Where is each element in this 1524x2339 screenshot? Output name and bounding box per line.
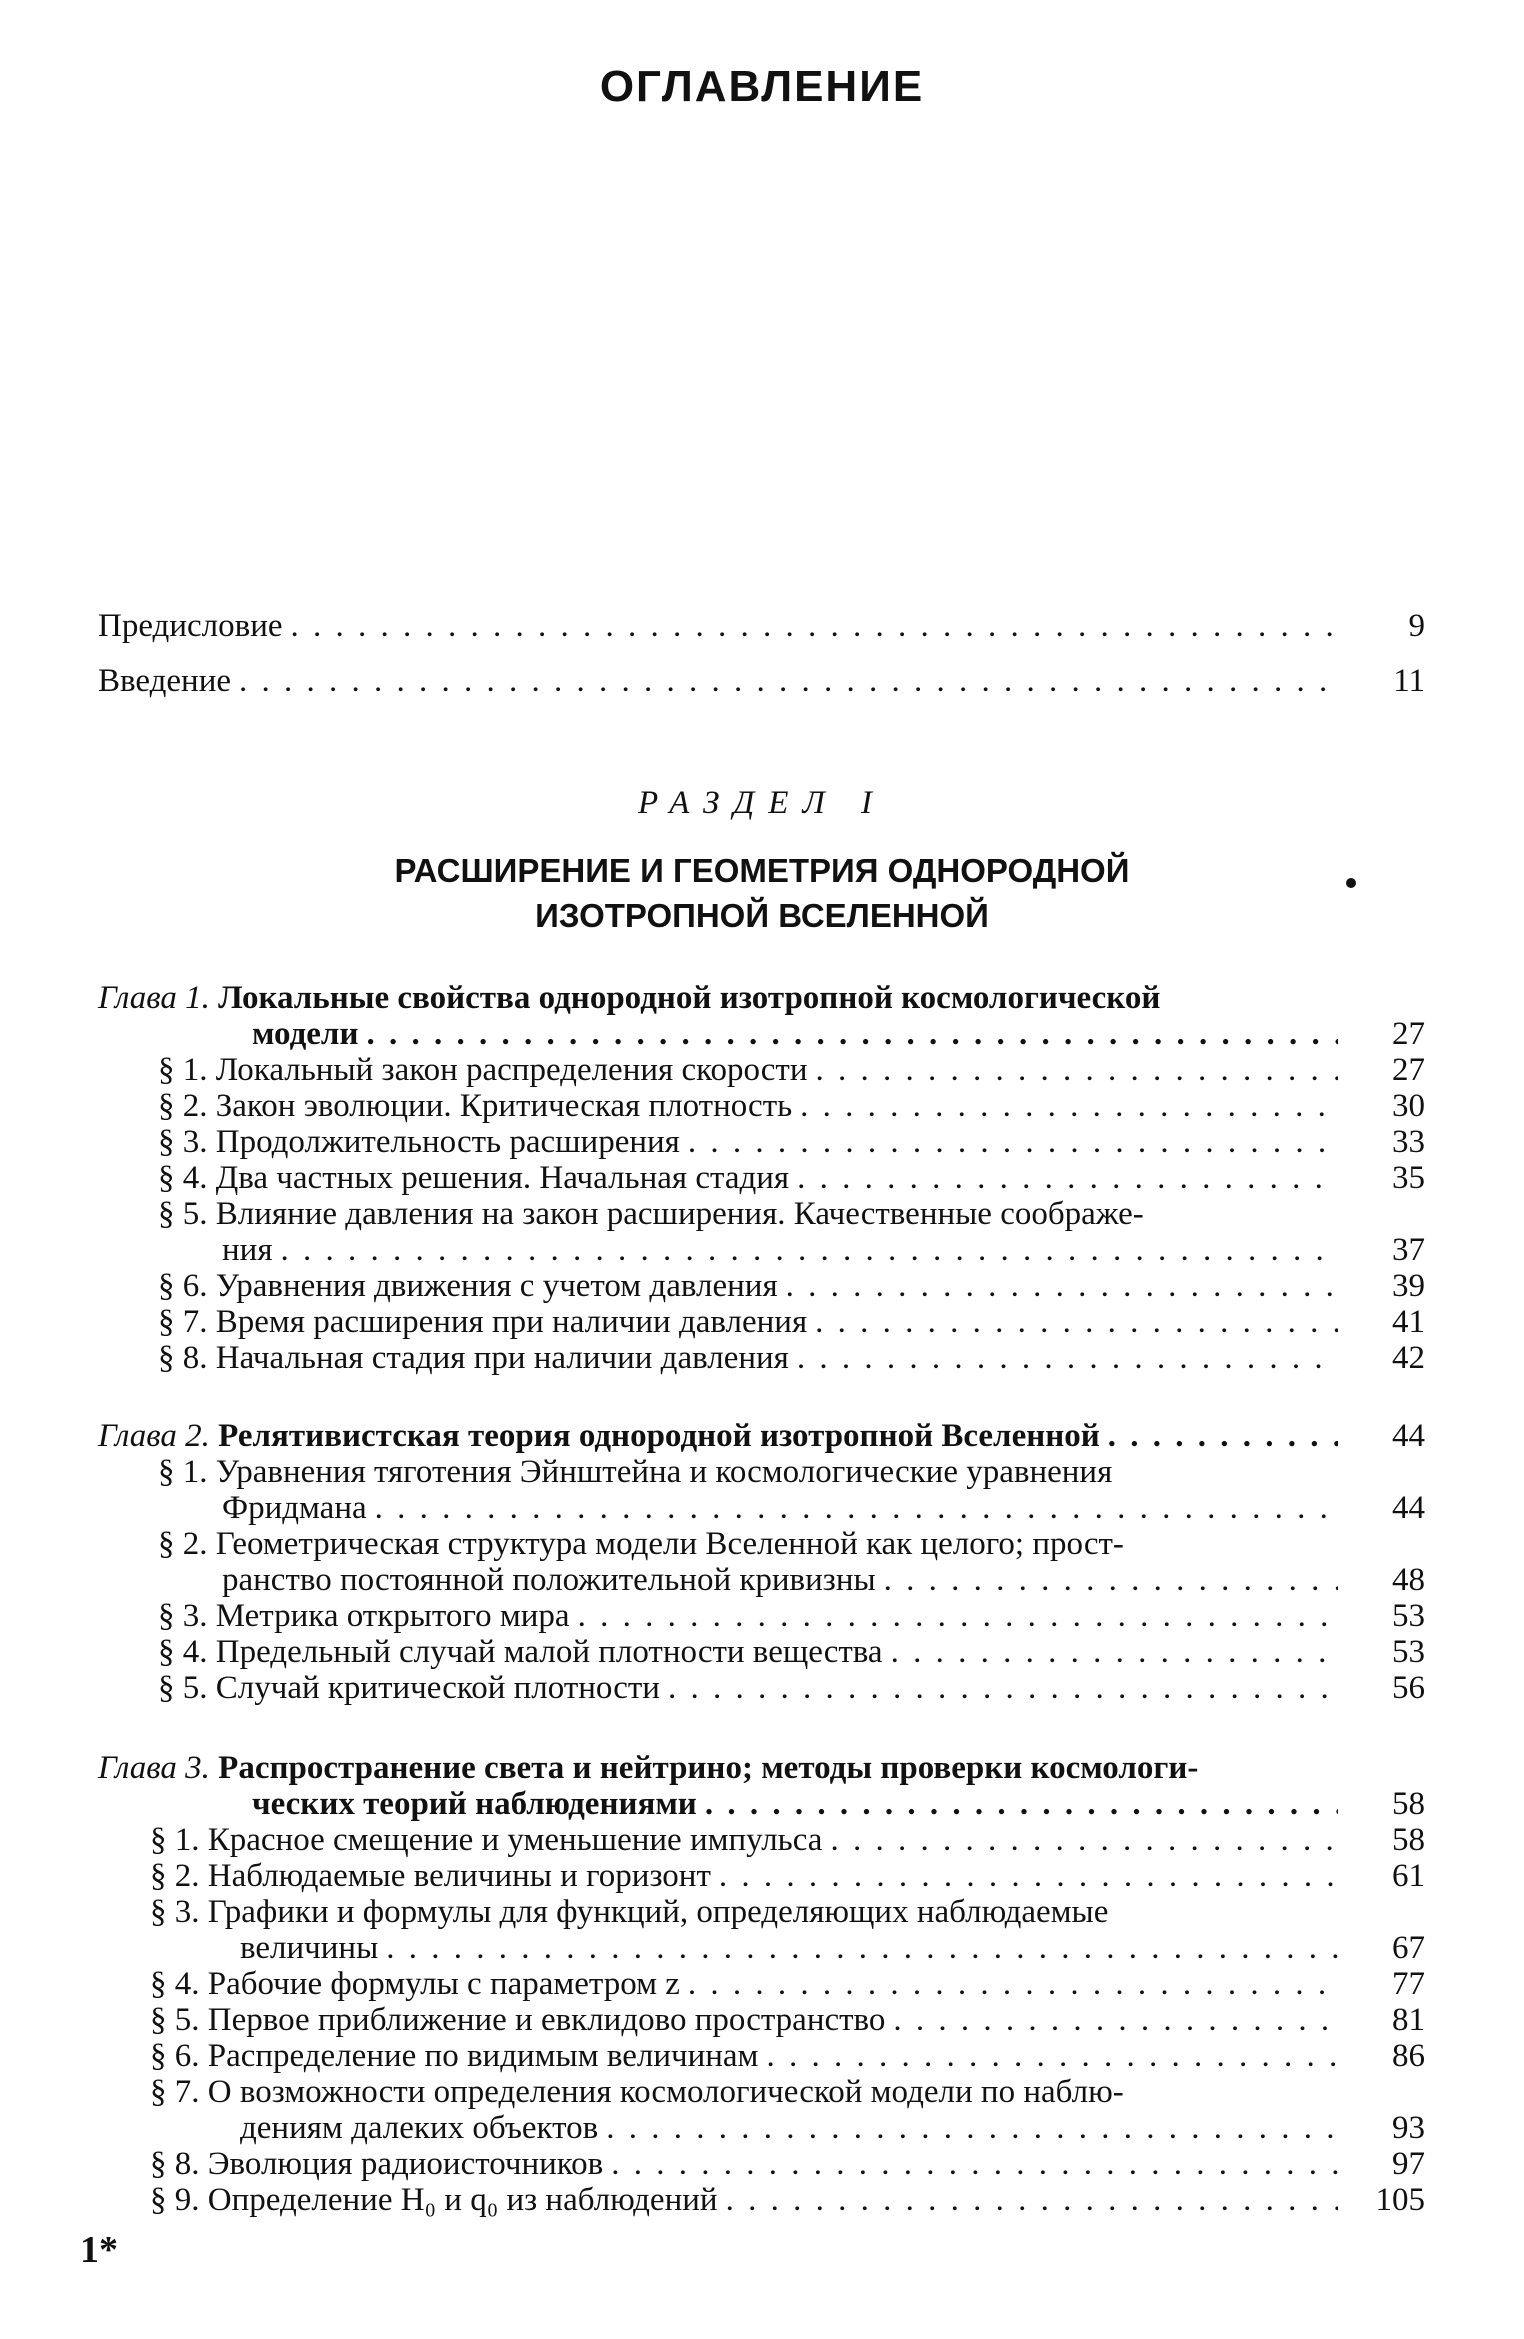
toc-page-number: 27 — [1392, 1052, 1425, 1088]
toc-page-number: 97 — [1392, 2146, 1425, 2182]
toc-item[interactable]: § 5. Первое приближение и евклидово пространство . . . — [150, 2002, 1338, 2038]
toc-page-number: 39 — [1392, 1268, 1425, 1304]
toc-item[interactable]: § 9. Определение H₀ и q₀ из наблюдений . . . — [150, 2182, 1338, 2218]
toc-page-number: 53 — [1392, 1634, 1425, 1670]
toc-item[interactable]: § 5. Случай критической плотности . . . — [158, 1670, 1338, 1706]
chapter-prefix: Глава 2. — [98, 1418, 210, 1454]
toc-page-number: 67 — [1392, 1930, 1425, 1966]
toc-page-number: 30 — [1392, 1088, 1425, 1124]
chapter-prefix: Глава 1. — [98, 980, 210, 1016]
toc-item[interactable]: § 3. Графики и формулы для функций, определяющих наблюдаемые — [150, 1894, 1109, 1930]
page-title: ОГЛАВЛЕНИЕ — [599, 62, 925, 111]
toc-page-number: 58 — [1392, 1786, 1425, 1822]
toc-item[interactable]: § 4. Предельный случай малой плотности вещества . . . — [158, 1634, 1338, 1670]
toc-item-cont[interactable]: дениям далеких объектов . . . — [240, 2110, 1338, 2146]
chapter-3-heading[interactable] — [98, 1750, 1198, 1786]
toc-item[interactable]: § 6. Распределение по видимым величинам . . . — [150, 2038, 1338, 2074]
toc-page-number: 11 — [1393, 663, 1425, 699]
section-title-line2: ИЗОТРОПНОЙ ВСЕЛЕННОЙ — [535, 897, 989, 934]
toc-page-number: 42 — [1392, 1340, 1425, 1376]
toc-item-cont[interactable]: величины . . . — [240, 1930, 1338, 1966]
toc-item[interactable]: § 3. Метрика открытого мира . . . — [158, 1598, 1338, 1634]
toc-page-number: 44 — [1392, 1418, 1425, 1454]
toc-item[interactable]: § 6. Уравнения движения с учетом давления . . . — [158, 1268, 1338, 1304]
toc-page-number: 37 — [1392, 1232, 1425, 1268]
toc-item[interactable]: § 1. Уравнения тяготения Эйнштейна и космологические уравнения — [158, 1454, 1113, 1490]
toc-page-number: 41 — [1392, 1304, 1425, 1340]
section-label: РАЗДЕЛ I — [637, 785, 887, 821]
toc-page-number: 53 — [1392, 1598, 1425, 1634]
toc-page-number: 77 — [1392, 1966, 1425, 2002]
toc-item[interactable]: § 2. Геометрическая структура модели Вселенной как целого; прост- — [158, 1526, 1124, 1562]
toc-page-number: 35 — [1392, 1160, 1425, 1196]
toc-page-number: 44 — [1392, 1490, 1425, 1526]
toc-page-number: 58 — [1392, 1822, 1425, 1858]
margin-dot — [1346, 878, 1356, 888]
toc-item[interactable]: § 3. Продолжительность расширения . . . — [158, 1124, 1338, 1160]
section-title-line1: РАСШИРЕНИЕ И ГЕОМЕТРИЯ ОДНОРОДНОЙ — [394, 852, 1130, 889]
chapter-title: Локальные свойства однородной изотропной космологической — [218, 980, 1161, 1016]
toc-item[interactable]: § 2. Наблюдаемые величины и горизонт . . . — [150, 1858, 1338, 1894]
signature-mark: 1* — [80, 2229, 118, 2271]
chapter-1-heading[interactable] — [98, 980, 1160, 1016]
toc-item[interactable]: § 8. Начальная стадия при наличии давления . . . — [158, 1340, 1338, 1376]
toc-page-number: 33 — [1392, 1124, 1425, 1160]
toc-item[interactable]: § 5. Влияние давления на закон расширения. Качественные соображе- — [158, 1196, 1144, 1232]
toc-page-number: 86 — [1392, 2038, 1425, 2074]
chapter-3-title-cont[interactable]: ческих теорий наблюдениями . . . — [252, 1786, 1338, 1822]
toc-entry-preface[interactable] — [98, 608, 1338, 644]
toc-item[interactable]: § 1. Красное смещение и уменьшение импульса . . . — [150, 1822, 1338, 1858]
toc-item[interactable]: § 2. Закон эволюции. Критическая плотность . . . — [158, 1088, 1338, 1124]
toc-item[interactable]: § 7. О возможности определения космологической модели по наблю- — [150, 2074, 1124, 2110]
dot-leader — [358, 1016, 1338, 1052]
toc-page-number: 56 — [1392, 1670, 1425, 1706]
toc-entry-text: Введение — [98, 663, 232, 699]
toc-page-number: 93 — [1392, 2110, 1425, 2146]
toc-page-number: 27 — [1392, 1016, 1425, 1052]
toc-item[interactable]: § 4. Рабочие формулы с параметром z . . . — [150, 1966, 1338, 2002]
chapter-title: Распространение света и нейтрино; методы проверки космологи- — [218, 1750, 1199, 1786]
chapter-2-heading[interactable] — [98, 1418, 1338, 1454]
toc-item[interactable]: § 8. Эволюция радиоисточников . . . — [150, 2146, 1338, 2182]
chapter-title: Релятивистская теория однородной изотропной Вселенной — [218, 1418, 1100, 1454]
toc-page-number: 48 — [1392, 1562, 1425, 1598]
toc-item[interactable]: § 1. Локальный закон распределения скорости . . . — [158, 1052, 1338, 1088]
toc-page-number: 61 — [1392, 1858, 1425, 1894]
toc-page-number: 9 — [1408, 608, 1425, 644]
toc-page-number: 105 — [1375, 2182, 1425, 2218]
toc-entry-introduction[interactable] — [98, 663, 1338, 699]
toc-page-number: 81 — [1392, 2002, 1425, 2038]
toc-item-cont[interactable]: ранство постоянной положительной кривизны . . . — [222, 1562, 1338, 1598]
chapter-1-title-cont[interactable]: модели . . . — [252, 1016, 1338, 1052]
toc-item[interactable]: § 4. Два частных решения. Начальная стадия . . . — [158, 1160, 1338, 1196]
toc-entry-text: Предисловие — [98, 608, 283, 644]
chapter-prefix: Глава 3. — [98, 1750, 210, 1786]
toc-item-cont[interactable]: ния . . . — [222, 1232, 1338, 1268]
dot-leader — [283, 608, 1339, 644]
dot-leader — [231, 663, 1338, 699]
toc-item[interactable]: § 7. Время расширения при наличии давления . . . — [158, 1304, 1338, 1340]
toc-item-cont[interactable]: Фридмана . . . — [222, 1490, 1338, 1526]
